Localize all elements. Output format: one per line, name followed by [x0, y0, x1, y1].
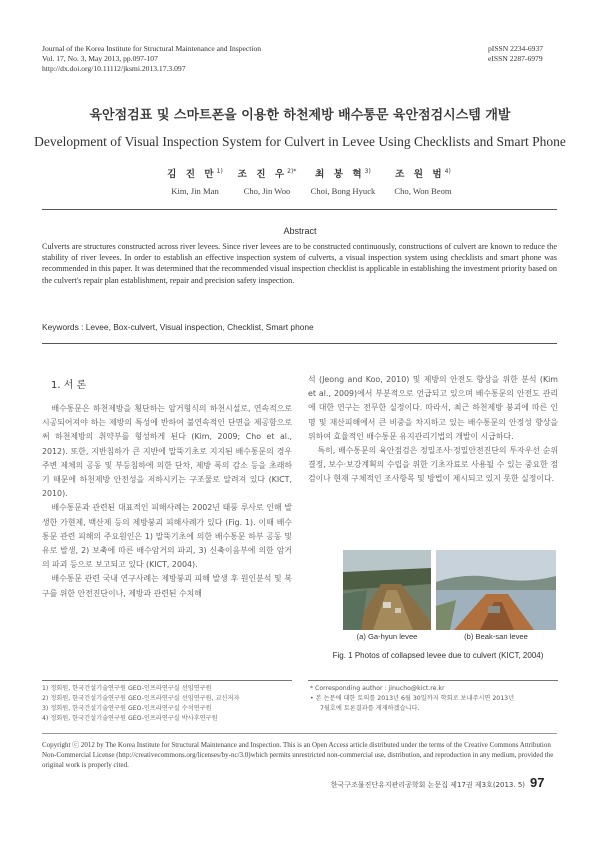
journal-volume: Vol. 17, No. 3, May 2013, pp.097-107: [42, 54, 158, 63]
author-1: 김 진 만$^{1)}$ Kim, Jin Man: [167, 167, 223, 196]
footnotes-affiliation: 1) 정회원, 한국건설기술연구원 GEO-인프라연구실 선임연구원 2) 정회원, 한국건설기술연구원 GEO-인프라연구실 선임연구원, 교신저자 3) 정회원, 한국건설기술연구원 GEO-인프라연구실 수석연구원 4) 정회원, 한국건설기술연구원 GEO-인프라연구실 박사후연구원: [42, 685, 240, 722]
author-4: 조 원 범$^{4)}$ Cho, Won Beom: [394, 167, 452, 196]
paragraph: 배수통문 관련 국내 연구사례는 제방붕괴 피해 발생 후 원인분석 및 복구를 위한 안전진단이나, 제방과 관련된 수치해: [42, 574, 292, 598]
corresponding-author: * Corresponding author : jinucho@kict.re.kr: [310, 685, 445, 692]
footnotes-correspondence: * Corresponding author : jinucho@kict.re.kr • 본 논문에 대한 토의를 2013년 6월 30일까지 학회로 보내주시면 2013년 7월호에 토론결과를 게재하겠습니다.: [310, 684, 558, 714]
author-3: 최 봉 혁$^{3)}$ Choi, Bong Hyuck: [310, 167, 376, 196]
eissn: eISSN 2287-6979: [488, 54, 543, 63]
levee-photo-b-image: [436, 550, 556, 630]
title-english: Development of Visual Inspection System for Culvert in Levee Using Checklists and Smart Phone: [34, 134, 566, 149]
paragraph: 배수통문과 관련된 대표적인 피해사례는 2002년 태풍 루사로 인해 발생한 가현제, 백산제 등의 제방붕괴 피해사례가 있다 (Fig. 1). 이때 배수통문 관련 피해의 주요원인은 1) 말뚝기초에 의한 배수통문 하부 공동 및 유로 발생, 2) 보축에 따른 배수암거의 파괴, 3) 신축이음부에 의한 암거의 파괴 등으로 보고되고 있다 (KICT, 2004).: [42, 503, 292, 570]
right-column: [308, 373, 558, 487]
journal-name: Journal of the Korea Institute for Structural Maintenance and Inspection: [42, 44, 262, 53]
photo-beak-san-levee: [436, 550, 556, 630]
left-column: [42, 402, 292, 601]
photo-ga-hyun-levee: [343, 550, 431, 630]
abstract-heading: Abstract: [283, 226, 317, 236]
page-footer: 한국구조물진단유지관리공학회 논문집 제17권 제3호(2013. 5): [330, 781, 525, 789]
divider-copyright: [42, 733, 557, 734]
subcaption-a: (a) Ga-hyun levee: [356, 632, 418, 641]
footnote-divider-left: [42, 680, 292, 681]
author-2: 조 진 우$^{2)*}$ Cho, Jin Woo: [237, 167, 297, 196]
subcaption-b: (b) Beak-san levee: [464, 632, 528, 641]
paragraph: 특히, 배수통문의 육안점검은 정밀조사·정밀안전진단의 투자우선 순위 결정, 보수·보강계획의 수립을 위한 기초자료로 사용될 수 있는 중요한 점검이나 현재 구체적인 조사항목 및 방법이 제시되고 있지 못한 실정이다.: [308, 446, 558, 484]
issn-block: [488, 44, 543, 64]
paragraph: 배수통문은 하천제방을 횡단하는 암거형식의 하천시설로, 연속적으로 시공되어져야 하는 제방의 특성에 반하여 불연속적인 단면을 제공함으로써 하천제방의 취약부를 형성하게 된다 (Kim, 2009; Cho et al., 2012). 또한, 지반침하가 큰 지반에 말뚝기초로 지지된 배수통문의 경우 주변 제체의 공동 및 부등침하에 의한 단차, 제방 폭의 감소 등을 초래하기 때문에 하천제방 안전성을 저하시키는 구조물로 알려져 있다 (KICT, 2010).: [42, 404, 292, 499]
copyright-notice: Copyright ⓒ 2012 by The Korea Institute for Structural Maintenance and Inspection. This is an Open Access article distributed under the terms of the Creative Commons Attribution Non-Commercial License (http://creativecommons.org/licenses/by-nc/3.0)which permits unrestricted non-commercial use, distribution, and reproduction in any medium, provided the original work is properly cited.: [42, 741, 554, 769]
footnote-divider-right: [308, 680, 558, 681]
journal-header: [42, 44, 261, 74]
page-number: 97: [530, 775, 545, 790]
abstract-text: Culverts are structures constructed across river levees. Since river levees are to be constructed continuously, constructions of culvert are known to reduce the stability of river levees. In order to establish an effective inspection system of culverts, a visual inspection system using checklists and smart phone was recommended in this paper. It was determined that the recommended visual inspection checklist is applicable in establishing the investment priority based on the culvert's repair plan establishment, repair and precision safety inspection.: [42, 242, 557, 285]
figure-caption: Fig. 1 Photos of collapsed levee due to culvert (KICT, 2004): [332, 651, 544, 660]
divider-abstract: [42, 343, 557, 344]
journal-doi[interactable]: http://dx.doi.org/10.11112/jksmi.2013.17.3.097: [42, 64, 186, 73]
divider-top: [42, 209, 557, 210]
title-korean: 육안점검표 및 스마트폰을 이용한 하천제방 배수통문 육안점검시스템 개발: [89, 108, 511, 123]
paragraph: 석 (Jeong and Koo, 2010) 및 제방의 안전도 향상을 위한 분석 (Kim et al., 2009)에서 부분적으로 언급되고 있으며 배수통문의 안전도 관리에 대한 연구는 전무한 실정이다. 따라서, 최근 하천제방 붕괴에 따른 인명 및 재산피해에서 큰 비중을 차지하고 있는 배수통문의 안정성 향상을 위하여 효율적인 배수통문 유지관리기법의 개발이 시급하다.: [308, 375, 558, 441]
levee-photo-a-image: [343, 550, 431, 630]
pissn: pISSN 2234-6937: [488, 44, 544, 53]
keywords: Keywords : Levee, Box-culvert, Visual inspection, Checklist, Smart phone: [42, 322, 314, 332]
section-title: 1. 서 론: [51, 380, 87, 391]
